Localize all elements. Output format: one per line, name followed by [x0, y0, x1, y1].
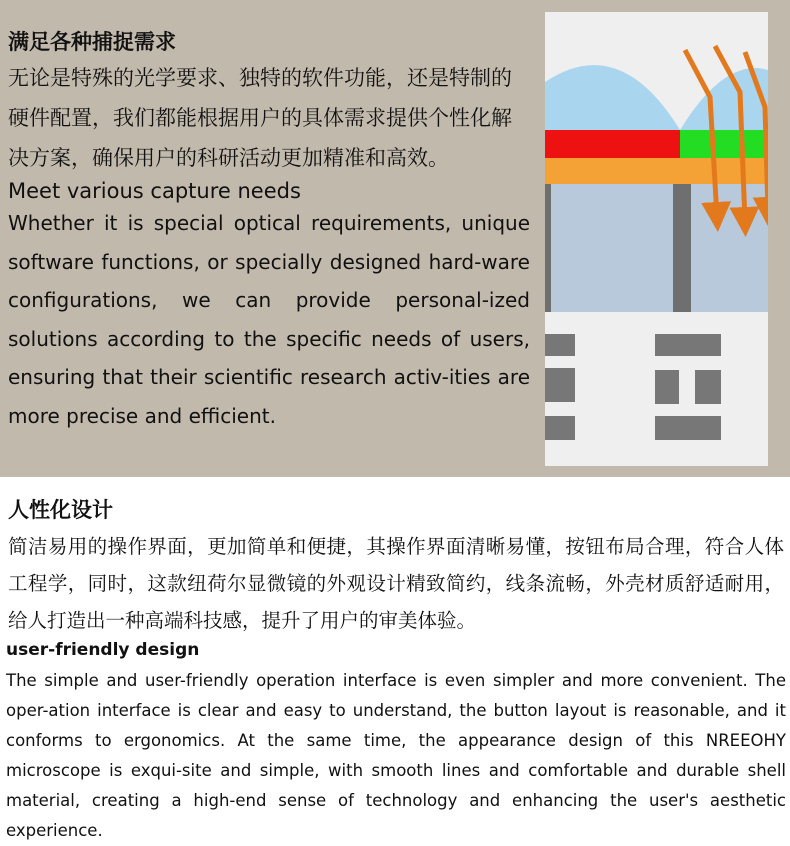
- photodiode-region: [545, 184, 768, 312]
- user-friendly-body-zh: 简洁易用的操作界面，更加简单和便捷，其操作界面清晰易懂，按钮布局合理，符合人体工程学，同时，这款纽荷尔显微镜的外观设计精致简约，线条流畅，外壳材质舒适耐用，给人打造出一种高端科技感，提升了用户的审美体验。: [8, 535, 784, 632]
- circuit-block: [545, 334, 575, 356]
- circuit-block: [695, 370, 721, 404]
- circuit-block: [655, 416, 721, 440]
- user-friendly-title-en: user-friendly design: [6, 640, 200, 660]
- user-friendly-body-en: The simple and user-friendly operation interface is even simpler and more convenient. The oper-ation interface is clear and easy to understand, the button layout is reasonable, and it conforms to ergonomics. At the same time, the appearance design of this NREEOHY microscope is exqui-site and simple, with smooth lines and comfortable and durable shell material, creating a high-end sense of technology and enhancing the user's aesthetic experience.: [6, 671, 786, 840]
- wiring-center: [673, 184, 691, 312]
- capture-needs-body-zh: 无论是特殊的光学要求、独特的软件功能，还是特制的硬件配置，我们都能根据用户的具体需求提供个性化解决方案，确保用户的科研活动更加精准和高效。: [8, 66, 512, 170]
- circuit-block: [545, 368, 575, 402]
- circuit-block: [545, 416, 575, 440]
- circuit-block: [655, 334, 721, 356]
- sensor-cross-section-graphic: [545, 12, 768, 466]
- capture-needs-text: [8, 26, 530, 435]
- capture-needs-body-en: Whether it is special optical requirements, unique software functions, or specially designed hard-ware configurations, we can provide personal-ized solutions according to the specific needs of users, ensuring that their scientific research activ-ities are more precise and efficient.: [8, 211, 530, 428]
- wiring-left: [545, 184, 551, 312]
- microlens-left: [545, 65, 680, 130]
- sensor-illustration: [545, 12, 768, 466]
- filter-red: [545, 130, 680, 158]
- capture-needs-title-en: Meet various capture needs: [8, 179, 301, 203]
- filter-green: [680, 130, 768, 158]
- filter-orange-layer: [545, 158, 768, 184]
- circuit-block: [655, 370, 679, 404]
- capture-needs-title-zh: 满足各种捕捉需求: [8, 30, 176, 54]
- user-friendly-title-zh: 人性化设计: [8, 498, 113, 522]
